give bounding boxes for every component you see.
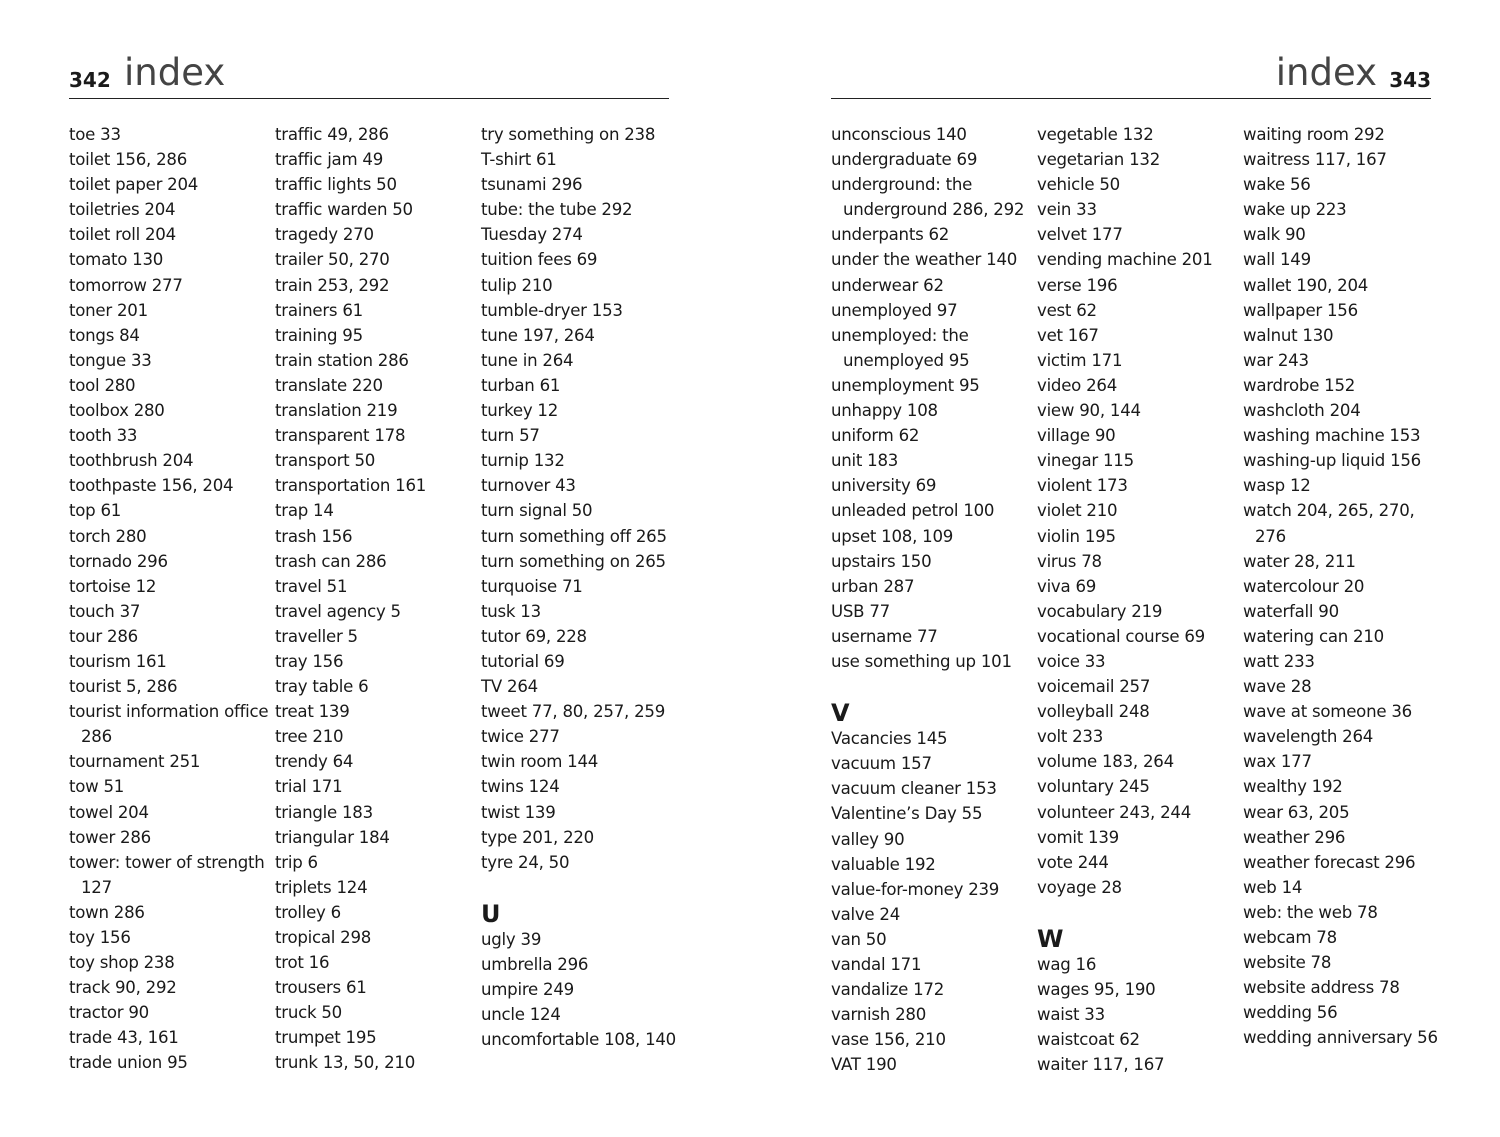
index-entry: vet 167 [1037,325,1099,345]
index-entry: upstairs 150 [831,551,932,571]
index-entry: tube: the tube 292 [481,200,633,220]
index-entry: turban 61 [481,375,561,395]
index-entry: wallpaper 156 [1243,300,1358,320]
index-entry: wear 63, 205 [1243,802,1350,822]
index-entry: triangular 184 [275,827,390,847]
index-entry: tweet 77, 80, 257, 259 [481,702,665,722]
index-entry: urban 287 [831,576,915,596]
index-entry: track 90, 292 [69,978,177,998]
index-entry: turn something on 265 [481,551,666,571]
index-entry: tour 286 [69,626,138,646]
index-entry: trainers 61 [275,300,363,320]
index-entry: uncle 124 [481,1005,561,1025]
index-entry: vegetarian 132 [1037,150,1161,170]
index-entry: traffic jam 49 [275,150,384,170]
index-entry: website 78 [1243,953,1332,973]
index-entry: wallet 190, 204 [1243,275,1369,295]
index-entry: tourist information office 286 [69,702,269,747]
index-entry: tyre 24, 50 [481,852,570,872]
index-entry: video 264 [1037,375,1118,395]
index-entry: tray 156 [275,651,344,671]
index-entry: TV 264 [481,677,538,697]
index-entry: turnip 132 [481,451,565,471]
index-entry: toothpaste 156, 204 [69,476,234,496]
index-entry: town 286 [69,902,145,922]
index-entry: T-shirt 61 [481,150,557,170]
index-entry: ugly 39 [481,929,542,949]
index-entry: underpants 62 [831,225,950,245]
index-entry: website address 78 [1243,978,1400,998]
index-entry: travel agency 5 [275,601,401,621]
index-entry: van 50 [831,929,887,949]
index-entry: uniform 62 [831,426,920,446]
index-entry: torch 280 [69,526,147,546]
index-entry: unconscious 140 [831,125,967,144]
index-entry: voyage 28 [1037,877,1122,897]
index-entry: tooth 33 [69,426,138,446]
right-page-title: index [1275,51,1377,94]
index-entry: umbrella 296 [481,955,589,974]
index-entry: watch 204, 265, 270, 276 [1243,501,1415,546]
left-column-2 [275,122,475,1076]
index-entry: voluntary 245 [1037,777,1150,797]
index-entry: volunteer 243, 244 [1037,802,1192,822]
index-entry: toilet roll 204 [69,225,176,245]
index-entry: victim 171 [1037,350,1123,370]
index-entry: turquoise 71 [481,576,583,596]
index-entry: valuable 192 [831,854,936,874]
index-entry: toothbrush 204 [69,451,194,471]
index-entry: wavelength 264 [1243,727,1374,747]
index-entry: treat 139 [275,702,350,722]
index-entry: unemployed 97 [831,300,958,320]
index-entry: vegetable 132 [1037,125,1154,144]
index-entry: wedding 56 [1243,1003,1338,1023]
index-entry: wall 149 [1243,250,1311,270]
index-entry: vinegar 115 [1037,451,1134,471]
index-entry: tragedy 270 [275,225,374,245]
index-entry: USB 77 [831,601,890,621]
index-entry: toiletries 204 [69,200,176,220]
index-entry: waiting room 292 [1243,125,1385,144]
index-entry: trip 6 [275,852,318,872]
index-entry: train 253, 292 [275,275,390,295]
index-entry: unleaded petrol 100 [831,501,995,521]
index-entry: trash can 286 [275,551,387,571]
index-entry: underground: the underground 286, 292 [831,175,1025,220]
index-entry: VAT 190 [831,1055,897,1075]
index-entry: violet 210 [1037,501,1118,521]
index-entry: waterfall 90 [1243,601,1339,621]
index-entry: toilet 156, 286 [69,150,188,170]
index-entry: walnut 130 [1243,325,1334,345]
index-entry: viva 69 [1037,576,1097,596]
index-entry: triplets 124 [275,877,368,897]
index-entry: web 14 [1243,877,1303,897]
index-entry: wedding anniversary 56 [1243,1028,1438,1048]
index-entry: travel 51 [275,576,348,596]
index-entry: traffic 49, 286 [275,125,389,144]
index-entry: tusk 13 [481,601,541,621]
index-entry: tomato 130 [69,250,164,270]
index-entry: tool 280 [69,375,136,395]
index-entry: waitress 117, 167 [1243,150,1387,170]
index-entry: watercolour 20 [1243,576,1365,596]
index-entry: toolbox 280 [69,401,165,421]
index-entry: trash 156 [275,526,353,546]
index-entry: turnover 43 [481,476,576,496]
index-entry: vocabulary 219 [1037,601,1163,621]
index-entry: tower 286 [69,827,151,847]
index-entry: vehicle 50 [1037,175,1120,195]
index-entry: tumble-dryer 153 [481,300,623,320]
index-entry: vandal 171 [831,955,922,974]
index-entry: weather forecast 296 [1243,852,1416,872]
index-entry: use something up 101 [831,651,1012,671]
right-column-3 [1243,122,1443,1050]
index-entry: toner 201 [69,300,148,320]
index-entry: trousers 61 [275,978,367,998]
index-entry: under the weather 140 [831,250,1018,270]
index-entry: towel 204 [69,802,149,822]
index-entry: upset 108, 109 [831,526,954,546]
index-entry: underwear 62 [831,275,944,295]
index-entry: unit 183 [831,451,899,471]
index-entry: traveller 5 [275,626,358,646]
index-entry: washing machine 153 [1243,426,1421,446]
index-entry: trolley 6 [275,902,341,922]
index-entry: truck 50 [275,1003,342,1023]
left-page-header [69,52,669,99]
index-entry: transport 50 [275,451,376,471]
index-entry: washing-up liquid 156 [1243,451,1421,471]
index-entry: valley 90 [831,829,905,849]
index-entry: view 90, 144 [1037,401,1141,421]
index-entry: tongs 84 [69,325,140,345]
index-entry: verse 196 [1037,275,1118,295]
index-entry: varnish 280 [831,1005,927,1025]
index-entry: translation 219 [275,401,398,421]
index-entry: wealthy 192 [1243,777,1343,797]
index-entry: tower: tower of strength 127 [69,852,265,897]
index-entry: tutorial 69 [481,651,565,671]
index-entry: training 95 [275,325,363,345]
index-entry: wave at someone 36 [1243,702,1412,722]
index-entry: turn signal 50 [481,501,593,521]
index-entry: village 90 [1037,426,1116,446]
index-entry: toy 156 [69,928,131,947]
index-entry: watt 233 [1243,651,1315,671]
index-entry: vote 244 [1037,852,1109,872]
index-entry: tray table 6 [275,677,369,697]
index-entry: twice 277 [481,727,560,747]
index-entry: tourist 5, 286 [69,677,178,697]
index-entry: touch 37 [69,601,141,621]
index-entry: vandalize 172 [831,980,945,1000]
index-entry: tropical 298 [275,928,372,947]
index-entry: trailer 50, 270 [275,250,390,270]
index-entry: tsunami 296 [481,175,583,195]
index-entry: tractor 90 [69,1003,149,1023]
index-entry: wave 28 [1243,677,1312,697]
index-entry: violent 173 [1037,476,1128,496]
index-entry: waiter 117, 167 [1037,1055,1165,1075]
index-entry: web: the web 78 [1243,902,1378,922]
left-column-1 [69,122,269,1076]
index-entry: traffic lights 50 [275,175,397,195]
index-entry: trade union 95 [69,1053,188,1073]
index-entry: vending machine 201 [1037,250,1213,270]
index-entry: unemployment 95 [831,375,980,395]
index-entry: try something on 238 [481,125,656,144]
section-letter: V [831,699,850,728]
index-entry: turn something off 265 [481,526,667,546]
index-entry: virus 78 [1037,551,1102,571]
index-entry: tree 210 [275,727,344,747]
index-entry: trot 16 [275,953,330,973]
index-entry: top 61 [69,501,122,521]
index-entry: waist 33 [1037,1005,1105,1025]
index-entry: umpire 249 [481,980,574,1000]
index-entry: toy shop 238 [69,953,175,973]
index-entry: transparent 178 [275,426,406,446]
index-entry: tongue 33 [69,350,152,370]
index-entry: unemployed: the unemployed 95 [831,325,970,370]
index-entry: train station 286 [275,350,409,370]
index-entry: velvet 177 [1037,225,1123,245]
index-entry: waistcoat 62 [1037,1030,1140,1050]
index-entry: tow 51 [69,777,125,797]
index-entry: water 28, 211 [1243,551,1356,571]
index-entry: voicemail 257 [1037,677,1151,697]
index-entry: watering can 210 [1243,626,1384,646]
index-entry: value-for-money 239 [831,879,1000,899]
index-entry: volume 183, 264 [1037,752,1174,772]
index-entry: tuition fees 69 [481,250,598,270]
index-entry: wake up 223 [1243,200,1347,220]
section-letter: W [1037,924,1064,953]
index-entry: translate 220 [275,375,383,395]
index-entry: tulip 210 [481,275,553,295]
index-entry: tournament 251 [69,752,201,772]
section-letter: U [481,899,501,928]
index-entry: turkey 12 [481,401,559,421]
index-entry: Tuesday 274 [481,225,583,245]
index-entry: tune in 264 [481,350,574,370]
left-page-number: 342 [69,68,111,92]
index-entry: trumpet 195 [275,1028,377,1048]
left-page [69,0,676,1137]
index-entry: voice 33 [1037,651,1106,671]
index-entry: uncomfortable 108, 140 [481,1030,676,1050]
index-entry: volt 233 [1037,727,1104,747]
left-column-3 [481,122,681,1052]
index-entry: violin 195 [1037,526,1116,546]
index-entry: unhappy 108 [831,401,938,421]
index-entry: traffic warden 50 [275,200,413,220]
index-entry: wardrobe 152 [1243,375,1356,395]
index-entry: tourism 161 [69,651,167,671]
index-entry: type 201, 220 [481,827,594,847]
index-entry: vocational course 69 [1037,626,1205,646]
index-entry: undergraduate 69 [831,150,978,170]
index-entry: vomit 139 [1037,827,1119,847]
index-entry: twin room 144 [481,752,599,772]
index-entry: transportation 161 [275,476,427,496]
index-entry: twins 124 [481,777,560,797]
index-entry: tornado 296 [69,551,168,571]
index-entry: toe 33 [69,125,121,144]
index-entry: vest 62 [1037,300,1097,320]
index-entry: weather 296 [1243,827,1346,847]
index-entry: washcloth 204 [1243,401,1361,421]
index-entry: wake 56 [1243,175,1311,195]
index-entry: wax 177 [1243,752,1312,772]
index-entry: tomorrow 277 [69,275,183,295]
index-entry: wag 16 [1037,955,1097,974]
index-entry: volleyball 248 [1037,702,1150,722]
index-entry: twist 139 [481,802,556,822]
index-entry: webcam 78 [1243,928,1337,947]
right-page [831,0,1438,1137]
index-entry: walk 90 [1243,225,1306,245]
index-entry: toilet paper 204 [69,175,199,195]
right-column-2 [1037,122,1237,1077]
index-entry: tune 197, 264 [481,325,595,345]
index-entry: tortoise 12 [69,576,157,596]
index-entry: trendy 64 [275,752,354,772]
index-entry: trap 14 [275,501,334,521]
index-entry: turn 57 [481,426,540,446]
index-entry: Valentine’s Day 55 [831,804,983,824]
index-entry: triangle 183 [275,802,373,822]
index-entry: valve 24 [831,904,901,924]
right-column-1 [831,122,1031,1077]
index-entry: tutor 69, 228 [481,626,587,646]
index-entry: trial 171 [275,777,343,797]
index-entry: vase 156, 210 [831,1030,946,1050]
index-entry: war 243 [1243,350,1309,370]
right-page-number: 343 [1389,68,1431,92]
index-entry: trunk 13, 50, 210 [275,1053,415,1073]
index-entry: university 69 [831,476,937,496]
index-entry: vein 33 [1037,200,1097,220]
index-entry: vacuum 157 [831,754,932,774]
index-entry: vacuum cleaner 153 [831,779,997,799]
right-page-header [831,52,1431,99]
index-entry: trade 43, 161 [69,1028,179,1048]
index-entry: username 77 [831,626,938,646]
index-entry: wages 95, 190 [1037,980,1156,1000]
left-page-title: index [124,51,226,94]
index-entry: Vacancies 145 [831,729,948,749]
index-entry: wasp 12 [1243,476,1311,496]
